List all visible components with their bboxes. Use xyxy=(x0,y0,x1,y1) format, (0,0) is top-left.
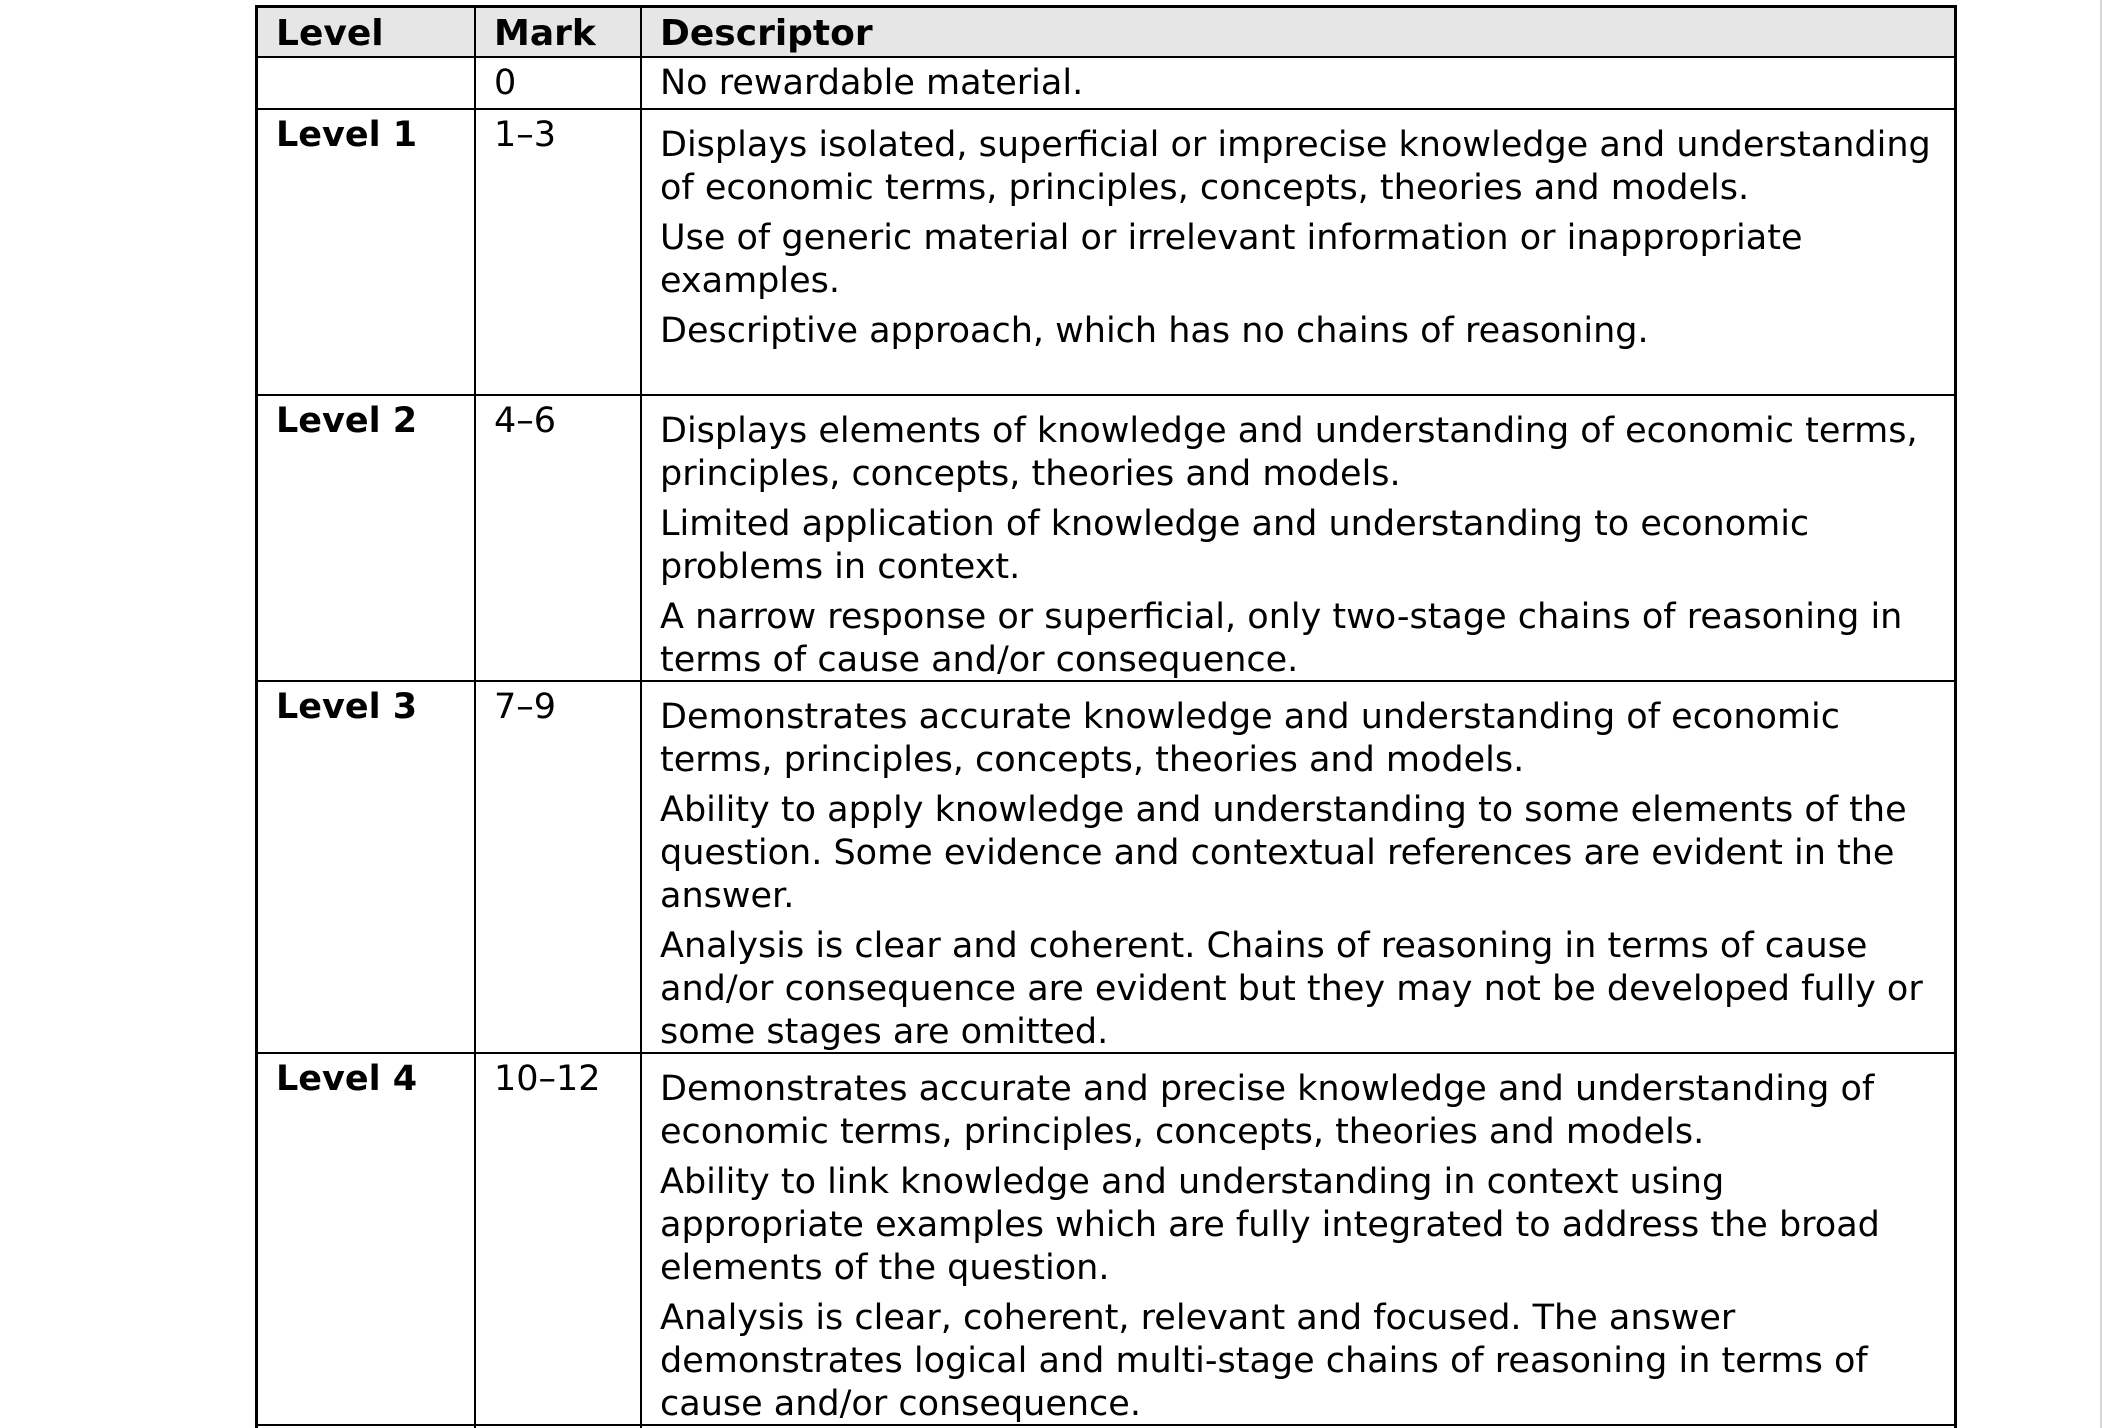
header-level: Level xyxy=(258,8,476,58)
header-descriptor: Descriptor xyxy=(642,8,1954,58)
level-4-descriptor-2: Ability to link knowledge and understanding in context using appropriate examples which are fully integrated to address the broad elements of the question. xyxy=(660,1162,1880,1288)
level-3-descriptor-2: Ability to apply knowledge and understanding to some elements of the question. Some evidence and contextual references are evident in the answer. xyxy=(660,790,1907,916)
level-1-label: Level 1 xyxy=(258,110,476,396)
level-1-descriptor-3: Descriptive approach, which has no chains of reasoning. xyxy=(660,311,1649,351)
level-4-descriptor xyxy=(642,1054,1954,1426)
level-2-label: Level 2 xyxy=(258,396,476,682)
level-3-label: Level 3 xyxy=(258,682,476,1054)
level-3-descriptor-3: Analysis is clear and coherent. Chains of reasoning in terms of cause and/or consequence are evident but they may not be developed fully or some stages are omitted. xyxy=(660,926,1923,1052)
zero-row-mark: 0 xyxy=(476,58,642,110)
level-2-mark: 4–6 xyxy=(476,396,642,682)
level-2-descriptor-3: A narrow response or superficial, only two-stage chains of reasoning in terms of cause and/or consequence. xyxy=(660,597,1903,680)
level-1-descriptor xyxy=(642,110,1954,396)
mark-scheme-table xyxy=(255,5,1957,1428)
zero-row-descriptor: No rewardable material. xyxy=(642,58,1954,110)
level-4-descriptor-3: Analysis is clear, coherent, relevant and focused. The answer demonstrates logical and multi-stage chains of reasoning in terms of cause and/or consequence. xyxy=(660,1298,1868,1424)
level-2-descriptor xyxy=(642,396,1954,682)
level-3-descriptor xyxy=(642,682,1954,1054)
zero-row-level xyxy=(258,58,476,110)
level-4-descriptor-1: Demonstrates accurate and precise knowledge and understanding of economic terms, principles, concepts, theories and models. xyxy=(660,1069,1875,1152)
level-4-label: Level 4 xyxy=(258,1054,476,1426)
page-edge-divider xyxy=(2100,0,2102,1428)
level-2-descriptor-1: Displays elements of knowledge and understanding of economic terms, principles, concepts, theories and models. xyxy=(660,411,1918,494)
level-3-mark: 7–9 xyxy=(476,682,642,1054)
level-4-mark: 10–12 xyxy=(476,1054,642,1426)
level-1-mark: 1–3 xyxy=(476,110,642,396)
level-3-descriptor-1: Demonstrates accurate knowledge and understanding of economic terms, principles, concepts, theories and models. xyxy=(660,697,1841,780)
level-1-descriptor-2: Use of generic material or irrelevant information or inappropriate examples. xyxy=(660,218,1803,301)
level-2-descriptor-2: Limited application of knowledge and understanding to economic problems in context. xyxy=(660,504,1810,587)
level-1-descriptor-1: Displays isolated, superficial or imprecise knowledge and understanding of economic terms, principles, concepts, theories and models. xyxy=(660,125,1931,208)
header-mark: Mark xyxy=(476,8,642,58)
